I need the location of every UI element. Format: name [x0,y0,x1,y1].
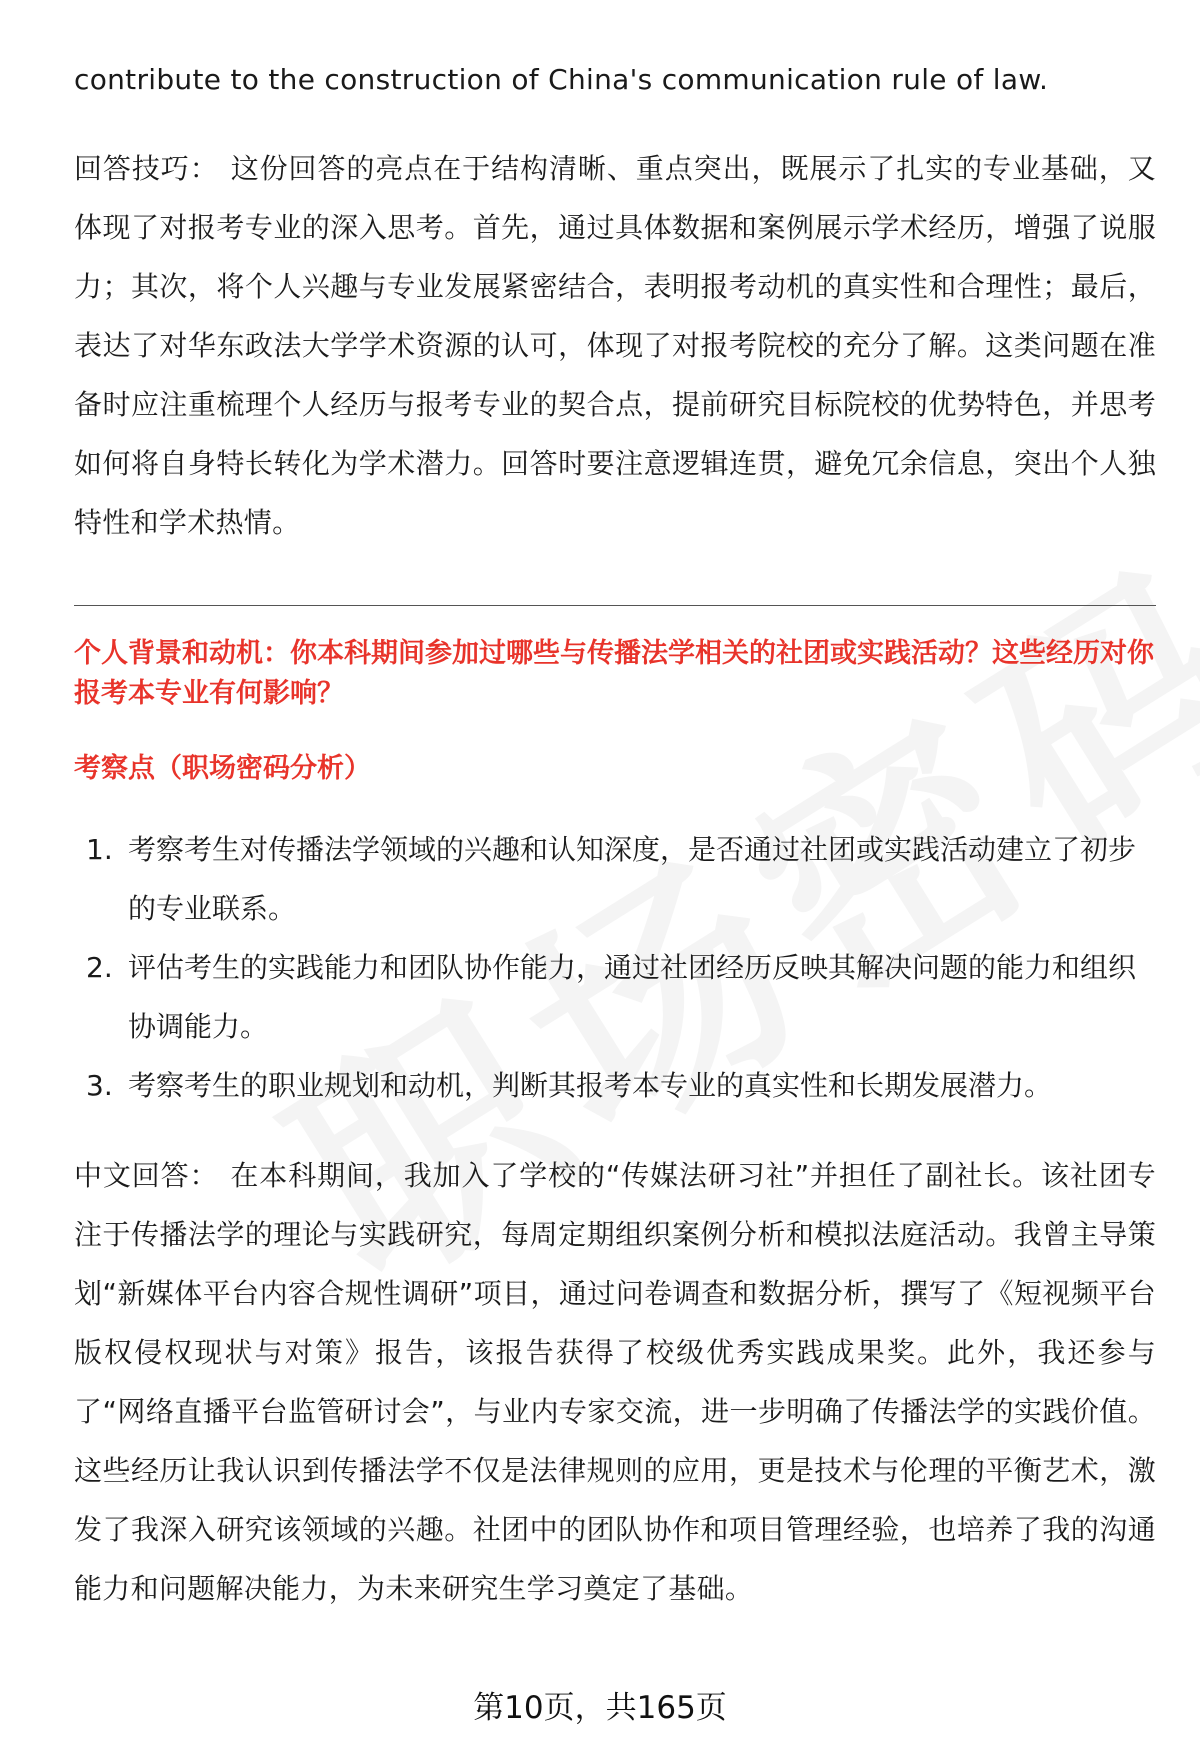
list-item-number: 3. [86,1069,113,1102]
list-item-text: 考察考生的职业规划和动机，判断其报考本专业的真实性和长期发展潜力。 [128,1069,1053,1102]
list-item-text: 评估考生的实践能力和团队协作能力，通过社团经历反映其解决问题的能力和组织协调能力。 [128,951,1137,1043]
tip-label: 回答技巧： [74,152,219,185]
list-item [74,1056,1156,1115]
tip-text: 这份回答的亮点在于结构清晰、重点突出，既展示了扎实的专业基础，又体现了对报考专业的深入思考。首先，通过具体数据和案例展示学术经历，增强了说服力；其次，将个人兴趣与专业发展紧密结合，表明报考动机的真实性和合理性；最后，表达了对华东政法大学学术资源的认可，体现了对报考院校的充分了解。这类问题在准备时应注重梳理个人经历与报考专业的契合点，提前研究目标院校的优势特色，并思考如何将自身特长转化为学术潜力。回答时要注意逻辑连贯，避免冗余信息，突出个人独特性和学术热情。 [74,152,1156,539]
page-number-footer: 第10页，共165页 [473,1690,727,1726]
answer-tip-paragraph [74,139,1156,552]
question-heading: 个人背景和动机：你本科期间参加过哪些与传播法学相关的社团或实践活动？这些经历对你报考本专业有何影响？ [74,638,1154,709]
section-divider [74,605,1156,606]
assessment-points-heading: 考察点（职场密码分析） [74,753,371,784]
chinese-answer-paragraph [74,1146,1156,1618]
list-item [74,938,1156,1056]
list-item-text: 考察考生对传播法学领域的兴趣和认知深度，是否通过社团或实践活动建立了初步的专业联系。 [128,833,1137,925]
list-item [74,820,1156,938]
assessment-points-list [74,820,1156,1115]
intro-continuation-text: contribute to the construction of China's communication rule of law. [74,63,1049,96]
answer-text: 在本科期间，我加入了学校的“传媒法研习社”并担任了副社长。该社团专注于传播法学的理论与实践研究，每周定期组织案例分析和模拟法庭活动。我曾主导策划“新媒体平台内容合规性调研”项目，通过问卷调查和数据分析，撰写了《短视频平台版权侵权现状与对策》报告，该报告获得了校级优秀实践成果奖。此外，我还参与了“网络直播平台监管研讨会”，与业内专家交流，进一步明确了传播法学的实践价值。这些经历让我认识到传播法学不仅是法律规则的应用，更是技术与伦理的平衡艺术，激发了我深入研究该领域的兴趣。社团中的团队协作和项目管理经验，也培养了我的沟通能力和问题解决能力，为未来研究生学习奠定了基础。 [74,1159,1156,1605]
answer-label: 中文回答： [74,1159,219,1192]
list-item-number: 1. [86,833,113,866]
list-item-number: 2. [86,951,113,984]
